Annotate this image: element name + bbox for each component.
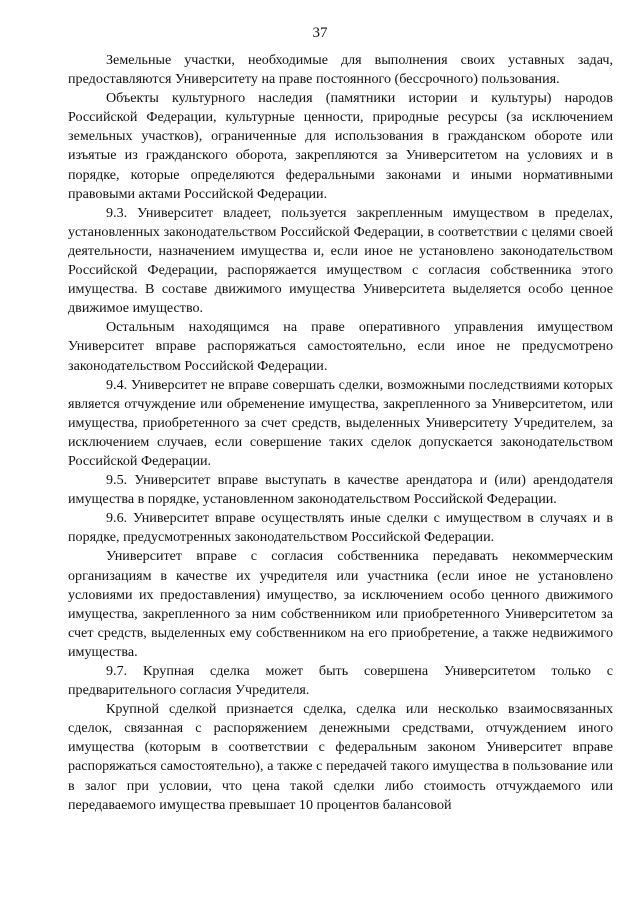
paragraph-9-5: 9.5. Университет вправе выступать в качестве арендатора и (или) арендодателя имущества в порядке, установленном законодательством Российской Федерации. [68,472,613,508]
paragraph-non-commercial-transfer: Университет вправе с согласия собственника передавать некоммерческим организациям в качестве их учредителя или участника (если иное не установлено условиями их предоставления) имущество, за исключением особо ценного движимого имущества, закрепленного за ним собственником или приобретенного Университетом за счет средств, выделенных ему собственником на его приобретение, а также недвижимого имущества. [68,548,613,660]
paragraph-operational-management: Остальным находящимся на праве оперативного управления имуществом Университет вправе распоряжаться самостоятельно, если иное не предусмотрено законодательством Российской Федерации. [68,319,613,374]
paragraph-9-4: 9.4. Университет не вправе совершать сделки, возможными последствиями которых является отчуждение или обременение имущества, закрепленного за Университетом, или имущества, приобретенного за счет средств, выделенных Университету Учредителем, за исключением случаев, если совершение таких сделок допускается законодательством Российской Федерации. [68,376,613,469]
paragraph-9-3: 9.3. Университет владеет, пользуется закрепленным имуществом в пределах, установленных законодательством Российской Федерации, в соответствии с целями своей деятельности, назначением имущества и, если иное не установлено законодательством Российской Федерации, распоряжается имуществом с согласия собственника этого имущества. В составе движимого имущества Университета выделяется особо ценное движимое имущество. [68,204,613,317]
document-body [68,51,613,815]
paragraph-9-7: 9.7. Крупная сделка может быть совершена Университетом только с предварительного согласия Учредителя. [68,663,613,699]
paragraph-9-6: 9.6. Университет вправе осуществлять иные сделки с имуществом в случаях и в порядке, предусмотренных законодательством Российской Федерации. [68,510,613,546]
page-number: 37 [312,25,328,41]
paragraph-cultural-heritage: Объекты культурного наследия (памятники истории и культуры) народов Российской Федерации, культурные ценности, природные ресурсы (за исключением земельных участков), ограниченные для использования в гражданском обороте или изъятые из гражданского оборота, закрепляются за Университетом на условиях и в порядке, которые определяются федеральными законами и иными нормативными правовыми актами Российской Федерации. [68,90,613,202]
paragraph-major-transaction-definition: Крупной сделкой признается сделка, сделка или несколько взаимосвязанных сделок, связанная с распоряжением денежными средствами, отчуждением иного имущества (которым в соответствии с федеральным законом Университет вправе распоряжаться самостоятельно), а также с передачей такого имущества в пользование или в залог при условии, что цена такой сделки либо стоимость отчуждаемого или передаваемого имущества превышает 10 процентов балансовой [68,701,613,813]
paragraph-land-plots: Земельные участки, необходимые для выполнения своих уставных задач, предоставляются Университету на праве постоянного (бессрочного) пользования. [68,52,613,88]
